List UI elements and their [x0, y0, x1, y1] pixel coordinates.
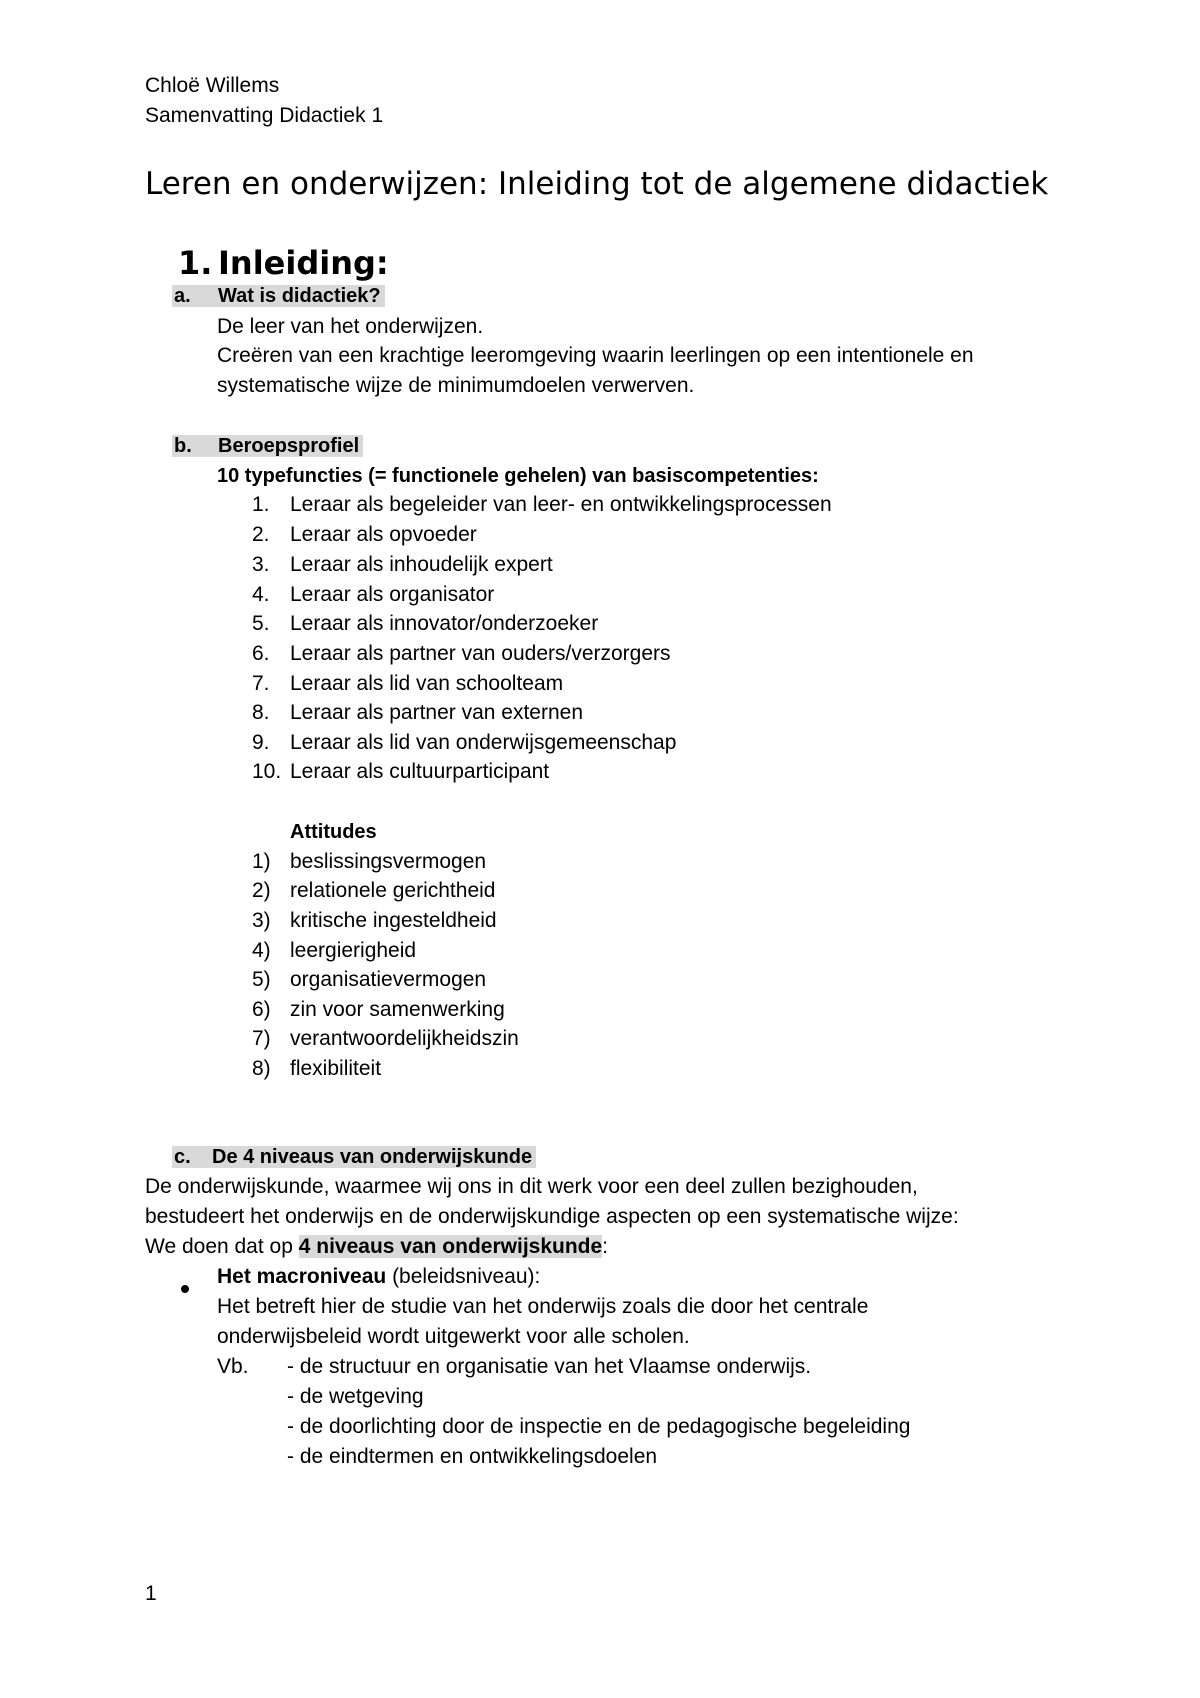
list-item: 7. Leraar als lid van schoolteam — [252, 672, 564, 695]
list-item: 3) kritische ingesteldheid — [252, 909, 497, 932]
page-number: 1 — [145, 1582, 157, 1605]
section-number: 1. — [178, 244, 213, 282]
list-item: 5) organisatievermogen — [252, 968, 487, 991]
example-line: - de eindtermen en ontwikkelingsdoelen — [287, 1445, 658, 1468]
paragraph-line: De leer van het onderwijzen. — [217, 315, 484, 338]
subheading-c — [172, 1142, 536, 1172]
list-item: 3. Leraar als inhoudelijk expert — [252, 553, 553, 576]
example-label: Vb. — [217, 1355, 249, 1378]
paragraph-line: We doen dat op 4 niveaus van onderwijskunde: — [145, 1235, 609, 1258]
list-item: 5. Leraar als innovator/onderzoeker — [252, 612, 599, 635]
example-line: - de wetgeving — [287, 1385, 424, 1408]
subheading-text: Beroepsprofiel — [218, 435, 360, 457]
paragraph-line: Creëren van een krachtige leeromgeving waarin leerlingen op een intentionele en — [217, 344, 974, 367]
bullet-item: Het macroniveau (beleidsniveau): — [217, 1265, 541, 1288]
list-item: 10. Leraar als cultuurparticipant — [252, 760, 550, 783]
list-item: 9. Leraar als lid van onderwijsgemeenschap — [252, 731, 677, 754]
section-label: Inleiding: — [218, 244, 389, 282]
paragraph-line: Het betreft hier de studie van het onderwijs zoals die door het centrale — [217, 1295, 869, 1318]
example-line: Vb. - de structuur en organisatie van het Vlaamse onderwijs. — [217, 1352, 811, 1382]
subheading-b — [172, 431, 363, 461]
list-item: 4. Leraar als organisator — [252, 583, 495, 606]
subheading-text: Wat is didactiek? — [218, 285, 381, 307]
subheading-letter: b. — [174, 435, 192, 457]
subheading-text: De 4 niveaus van onderwijskunde — [212, 1146, 533, 1168]
list-item: 2. Leraar als opvoeder — [252, 523, 477, 546]
paragraph-line: onderwijsbeleid wordt uitgewerkt voor alle scholen. — [217, 1325, 690, 1348]
example-line: - de doorlichting door de inspectie en de pedagogische begeleiding — [287, 1415, 911, 1438]
list-item: 1. Leraar als begeleider van leer- en ontwikkelingsprocessen — [252, 493, 832, 516]
list-item: 7) verantwoordelijkheidszin — [252, 1027, 519, 1050]
page-title: Leren en onderwijzen: Inleiding tot de algemene didactiek — [145, 166, 1049, 202]
section-heading-1 — [178, 243, 389, 283]
attitudes-heading: Attitudes — [290, 821, 377, 843]
list-item: 8) flexibiliteit — [252, 1057, 382, 1080]
subheading-letter: a. — [174, 285, 191, 307]
list-item: 6. Leraar als partner van ouders/verzorgers — [252, 642, 671, 665]
subheading-letter: c. — [174, 1146, 191, 1168]
bullet-icon — [181, 1285, 189, 1293]
list-item: 8. Leraar als partner van externen — [252, 701, 584, 724]
list-item: 2) relationele gerichtheid — [252, 879, 496, 902]
paragraph-line: De onderwijskunde, waarmee wij ons in dit werk voor een deel zullen bezighouden, — [145, 1175, 918, 1198]
author-name: Chloë Willems — [145, 74, 280, 97]
paragraph-line: systematische wijze de minimumdoelen verwerven. — [217, 374, 695, 397]
functions-intro: 10 typefuncties (= functionele gehelen) van basiscompetenties: — [217, 465, 819, 487]
paragraph-line: bestudeert het onderwijs en de onderwijskundige aspecten op een systematische wijze: — [145, 1205, 959, 1228]
document-subtitle: Samenvatting Didactiek 1 — [145, 104, 384, 127]
highlighted-term: 4 niveaus van onderwijskunde — [298, 1235, 603, 1258]
list-item: 4) leergierigheid — [252, 939, 417, 962]
bullet-term: Het macroniveau — [217, 1265, 387, 1288]
list-item: 6) zin voor samenwerking — [252, 998, 505, 1021]
list-item: 1) beslissingsvermogen — [252, 850, 487, 873]
subheading-a — [172, 281, 385, 311]
